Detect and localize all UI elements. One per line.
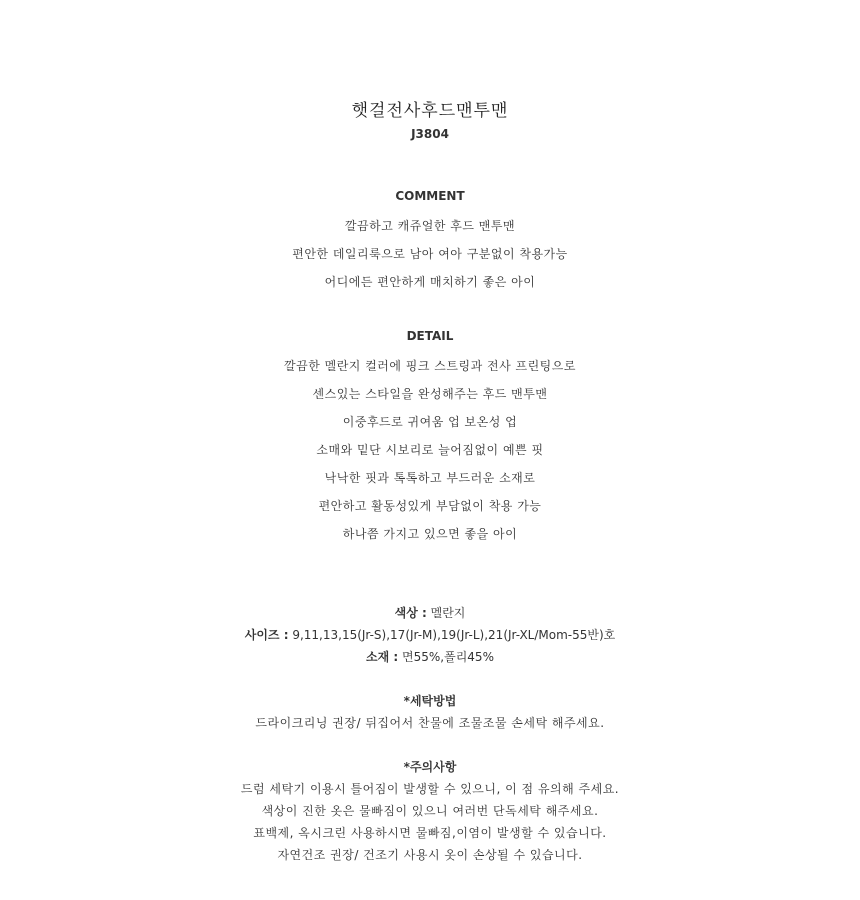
material-label: 소재 : <box>366 650 399 664</box>
comment-line: 편안한 데일리룩으로 남아 여아 구분없이 착용가능 <box>292 247 568 261</box>
caution-heading: *주의사항 <box>403 760 457 774</box>
size-label: 사이즈 : <box>244 628 289 642</box>
caution-line: 자연건조 권장/ 건조기 사용시 옷이 손상될 수 있습니다. <box>277 848 583 862</box>
color-spec <box>0 604 860 621</box>
size-spec <box>0 626 860 643</box>
color-value: 멜란지 <box>430 606 466 620</box>
caution-line: 표백제, 옥시크린 사용하시면 물빠짐,이염이 발생할 수 있습니다. <box>253 826 607 840</box>
detail-line: 하나쯤 가지고 있으면 좋을 아이 <box>342 527 518 541</box>
detail-line: 센스있는 스타일을 완성해주는 후드 맨투맨 <box>312 387 548 401</box>
wash-heading: *세탁방법 <box>403 694 457 708</box>
comment-heading: COMMENT <box>395 189 465 203</box>
detail-line: 낙낙한 핏과 톡톡하고 부드러운 소재로 <box>324 471 536 485</box>
wash-line: 드라이크리닝 권장/ 뒤집어서 찬물에 조물조물 손세탁 해주세요. <box>255 716 605 730</box>
material-value: 면55%,폴리45% <box>402 650 494 664</box>
material-spec <box>0 648 860 665</box>
detail-heading: DETAIL <box>406 329 454 343</box>
detail-line: 소매와 밑단 시보리로 늘어짐없이 예쁜 핏 <box>316 443 544 457</box>
comment-line: 어디에든 편안하게 매치하기 좋은 아이 <box>324 275 536 289</box>
product-title: 햇걸전사후드맨투맨 <box>351 101 509 121</box>
product-code: J3804 <box>411 127 449 141</box>
detail-line: 깔끔한 멜란지 컬러에 핑크 스트링과 전사 프린팅으로 <box>284 359 576 373</box>
size-value: 9,11,13,15(Jr-S),17(Jr-M),19(Jr-L),21(Jr-XL/Mom-55반)호 <box>292 628 616 642</box>
detail-line: 편안하고 활동성있게 부담없이 착용 가능 <box>318 499 542 513</box>
caution-line: 드럼 세탁기 이용시 틀어짐이 발생할 수 있으니, 이 점 유의해 주세요. <box>240 782 620 796</box>
caution-line: 색상이 진한 옷은 물빠짐이 있으니 여러번 단독세탁 해주세요. <box>261 804 599 818</box>
color-label: 색상 : <box>394 606 427 620</box>
comment-line: 깔끔하고 캐쥬얼한 후드 맨투맨 <box>344 219 516 233</box>
detail-line: 이중후드로 귀여움 업 보온성 업 <box>342 415 518 429</box>
